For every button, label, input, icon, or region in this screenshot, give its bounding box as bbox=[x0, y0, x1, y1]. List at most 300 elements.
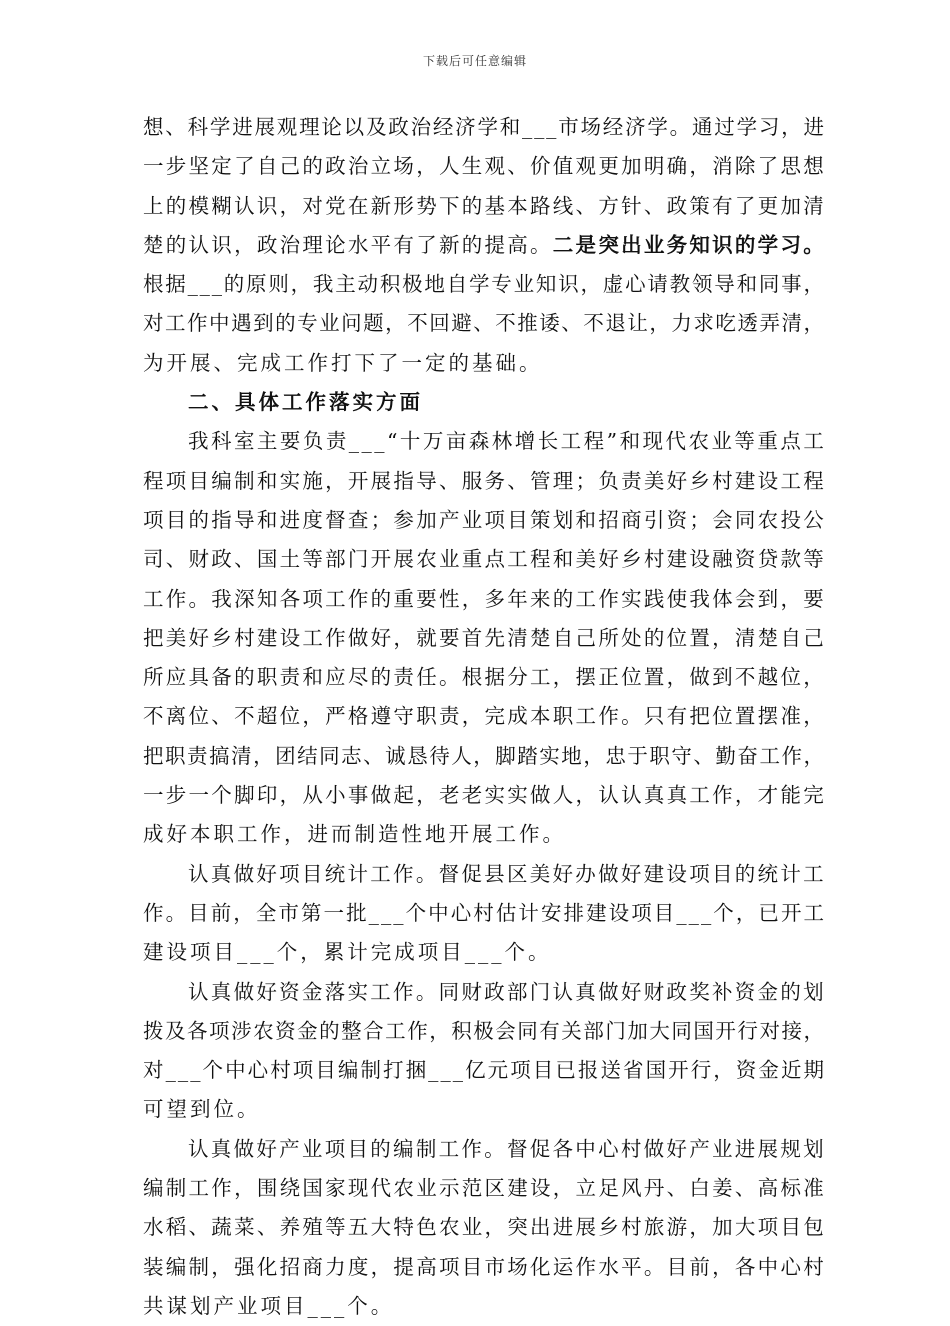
glyph: 中 bbox=[428, 900, 449, 925]
glyph: 好 bbox=[552, 861, 573, 886]
glyph: 不 bbox=[495, 311, 516, 336]
glyph: 和 bbox=[736, 272, 758, 297]
glyph: 项 bbox=[165, 468, 187, 493]
glyph: 真 bbox=[643, 783, 665, 808]
glyph: 工 bbox=[560, 429, 582, 454]
glyph: 好 bbox=[256, 861, 277, 886]
glyph: 水 bbox=[347, 232, 369, 257]
glyph: 编 bbox=[165, 1254, 187, 1279]
glyph: 济 bbox=[625, 115, 646, 139]
glyph: ， bbox=[575, 783, 597, 808]
glyph: 期 bbox=[803, 1058, 824, 1083]
glyph: 、 bbox=[363, 743, 384, 768]
glyph: 真 bbox=[210, 861, 232, 886]
glyph: ， bbox=[234, 232, 255, 257]
glyph: 业 bbox=[461, 507, 483, 532]
glyph: 等 bbox=[803, 547, 824, 572]
glyph: 职 bbox=[416, 704, 437, 729]
glyph: 点 bbox=[780, 429, 801, 454]
glyph: 习 bbox=[758, 115, 780, 139]
glyph: 业 bbox=[711, 1136, 733, 1161]
glyph: 目 bbox=[301, 861, 323, 886]
glyph: 建 bbox=[734, 468, 756, 493]
text-line bbox=[143, 894, 824, 933]
glyph: 把 bbox=[689, 704, 710, 729]
glyph: 党 bbox=[325, 193, 346, 218]
glyph: 林 bbox=[491, 429, 513, 454]
glyph: 以 bbox=[343, 115, 365, 139]
glyph: 小 bbox=[325, 783, 346, 808]
text-line bbox=[143, 1051, 824, 1090]
glyph: 开 bbox=[780, 900, 802, 925]
glyph: 则 bbox=[268, 272, 289, 297]
glyph: _ bbox=[348, 429, 360, 454]
glyph: 的 bbox=[165, 232, 187, 257]
glyph: 观 bbox=[484, 154, 505, 179]
glyph: 包 bbox=[803, 1215, 824, 1240]
glyph: 请 bbox=[647, 272, 668, 297]
glyph: 部 bbox=[325, 547, 346, 572]
glyph: 的 bbox=[461, 232, 483, 257]
glyph: 村 bbox=[803, 1254, 824, 1279]
glyph: 积 bbox=[379, 272, 401, 297]
glyph: 上 bbox=[143, 193, 164, 218]
glyph: 值 bbox=[552, 154, 574, 179]
glyph: ， bbox=[552, 665, 574, 690]
glyph: 、 bbox=[734, 1176, 756, 1201]
glyph: 立 bbox=[370, 154, 392, 179]
glyph: 实 bbox=[621, 586, 642, 611]
glyph: 目 bbox=[532, 1058, 554, 1083]
text-line bbox=[143, 580, 824, 619]
glyph: 业 bbox=[513, 272, 535, 297]
glyph: 位 bbox=[188, 704, 210, 729]
glyph: 我 bbox=[188, 429, 209, 454]
glyph: ， bbox=[713, 1058, 734, 1083]
glyph: 装 bbox=[143, 1254, 164, 1279]
glyph: 突 bbox=[507, 1215, 528, 1240]
glyph: 现 bbox=[347, 1176, 369, 1201]
glyph: 极 bbox=[473, 1018, 494, 1043]
text-line bbox=[143, 108, 824, 147]
glyph: 进 bbox=[734, 1136, 756, 1161]
glyph: 资 bbox=[734, 979, 756, 1004]
glyph: 程 bbox=[143, 468, 164, 493]
glyph: 自 bbox=[446, 272, 468, 297]
glyph: 一 bbox=[188, 783, 210, 808]
glyph: 目 bbox=[507, 507, 528, 532]
glyph: 和 bbox=[256, 507, 278, 532]
text-line bbox=[143, 1208, 824, 1247]
glyph: 目 bbox=[347, 1136, 368, 1161]
glyph: 度 bbox=[347, 1254, 369, 1279]
glyph: 结 bbox=[297, 743, 318, 768]
glyph: 指 bbox=[211, 507, 232, 532]
glyph: 自 bbox=[256, 154, 278, 179]
glyph: 。 bbox=[415, 979, 437, 1004]
text-line bbox=[143, 1090, 824, 1129]
glyph: 作 bbox=[393, 979, 414, 1004]
glyph: 清 bbox=[734, 625, 756, 650]
glyph: 业 bbox=[319, 311, 340, 336]
glyph: 业 bbox=[301, 1136, 323, 1161]
glyph: 融 bbox=[712, 547, 733, 572]
glyph: 糊 bbox=[211, 193, 232, 218]
glyph: ， bbox=[429, 1018, 450, 1043]
glyph: 推 bbox=[517, 311, 538, 336]
glyph: 动 bbox=[357, 272, 379, 297]
glyph: 金 bbox=[757, 979, 779, 1004]
glyph: 同 bbox=[671, 1018, 692, 1043]
glyph: 政 bbox=[388, 115, 409, 139]
glyph: 产 bbox=[279, 1136, 300, 1161]
glyph: 统 bbox=[324, 861, 346, 886]
glyph: 有 bbox=[666, 704, 688, 729]
glyph: 地 bbox=[561, 743, 582, 768]
glyph: 工 bbox=[385, 1018, 406, 1043]
glyph: 示 bbox=[438, 1176, 460, 1201]
glyph: 的 bbox=[275, 311, 296, 336]
glyph: 制 bbox=[188, 1254, 210, 1279]
glyph: 政 bbox=[211, 547, 232, 572]
glyph: 制 bbox=[234, 468, 255, 493]
glyph: 风 bbox=[621, 1176, 642, 1201]
glyph: 排 bbox=[563, 900, 584, 925]
glyph: 让 bbox=[627, 311, 648, 336]
glyph: 奖 bbox=[689, 979, 710, 1004]
glyph: 力 bbox=[325, 1254, 346, 1279]
glyph: 业 bbox=[416, 1176, 437, 1201]
glyph: 提 bbox=[484, 232, 505, 257]
glyph: _ bbox=[393, 900, 404, 925]
glyph: _ bbox=[190, 1058, 201, 1083]
glyph: 工 bbox=[143, 586, 164, 611]
glyph: 学 bbox=[209, 115, 231, 139]
glyph: 开 bbox=[715, 1018, 736, 1043]
glyph: 乡 bbox=[621, 547, 642, 572]
glyph: ， bbox=[211, 1254, 232, 1279]
glyph: 蔬 bbox=[211, 1215, 232, 1240]
glyph: 等 bbox=[325, 1215, 346, 1240]
glyph: 项 bbox=[438, 1254, 460, 1279]
glyph: 完 bbox=[803, 783, 824, 808]
glyph: 设 bbox=[279, 625, 301, 650]
glyph: 位 bbox=[712, 704, 733, 729]
glyph: 形 bbox=[393, 193, 414, 218]
glyph: _ bbox=[368, 900, 379, 925]
glyph: 围 bbox=[256, 1176, 278, 1201]
glyph: 置 bbox=[734, 704, 756, 729]
line-text: 为开展、完成工作打下了一定的基础。 bbox=[143, 350, 543, 375]
glyph: 工 bbox=[803, 900, 824, 925]
glyph: 工 bbox=[438, 1136, 460, 1161]
glyph: 模 bbox=[188, 193, 210, 218]
glyph: 深 bbox=[234, 586, 255, 611]
glyph: 森 bbox=[468, 429, 490, 454]
glyph: ， bbox=[385, 311, 406, 336]
line-text: 可望到位。 bbox=[143, 1097, 261, 1122]
glyph: 作 bbox=[407, 1018, 428, 1043]
glyph: 通 bbox=[691, 115, 713, 139]
glyph: 大 bbox=[734, 1215, 756, 1240]
glyph: 开 bbox=[347, 468, 369, 493]
glyph: 作 bbox=[781, 743, 802, 768]
glyph: 、 bbox=[473, 311, 494, 336]
glyph: 关 bbox=[561, 1018, 582, 1043]
glyph: 吃 bbox=[715, 311, 736, 336]
glyph: 实 bbox=[484, 783, 505, 808]
glyph: 了 bbox=[757, 154, 779, 179]
glyph: 加 bbox=[780, 193, 801, 218]
glyph: 我 bbox=[689, 586, 710, 611]
glyph: 全 bbox=[255, 900, 277, 925]
glyph: 产 bbox=[689, 1136, 710, 1161]
glyph: 己 bbox=[575, 625, 597, 650]
glyph: 做 bbox=[347, 625, 369, 650]
glyph: 策 bbox=[689, 193, 710, 218]
glyph: 主 bbox=[256, 429, 278, 454]
glyph: 职 bbox=[165, 743, 186, 768]
glyph: 农 bbox=[393, 1176, 414, 1201]
glyph: 导 bbox=[234, 507, 255, 532]
glyph: 报 bbox=[577, 1058, 599, 1083]
glyph: ， bbox=[393, 625, 414, 650]
glyph: 认 bbox=[188, 861, 209, 886]
glyph: 设 bbox=[530, 1176, 551, 1201]
glyph: 方 bbox=[598, 193, 619, 218]
glyph: 专 bbox=[491, 272, 512, 297]
glyph: 资 bbox=[279, 979, 300, 1004]
glyph: 工 bbox=[803, 861, 824, 886]
glyph: 导 bbox=[416, 468, 437, 493]
glyph: 投 bbox=[780, 507, 801, 532]
glyph: 经 bbox=[602, 115, 624, 139]
glyph: _ bbox=[452, 1058, 463, 1083]
glyph: 题 bbox=[363, 311, 384, 336]
glyph: 做 bbox=[598, 979, 619, 1004]
glyph: 中 bbox=[575, 1136, 596, 1161]
glyph: 位 bbox=[666, 625, 688, 650]
glyph: 。 bbox=[165, 900, 187, 925]
glyph: 本 bbox=[507, 193, 528, 218]
glyph: 作 bbox=[187, 311, 208, 336]
glyph: 作 bbox=[165, 586, 187, 611]
glyph: 识 bbox=[211, 232, 232, 257]
glyph: _ bbox=[428, 1058, 439, 1083]
glyph: 乡 bbox=[211, 625, 232, 650]
glyph: 知 bbox=[535, 272, 557, 297]
glyph: 前 bbox=[689, 1254, 710, 1279]
glyph: 促 bbox=[529, 1136, 551, 1161]
glyph: 、 bbox=[507, 468, 528, 493]
glyph: 个 bbox=[713, 900, 734, 925]
glyph: 招 bbox=[598, 507, 619, 532]
glyph: 各 bbox=[552, 1136, 573, 1161]
glyph: 平 bbox=[370, 232, 392, 257]
glyph: 村 bbox=[620, 1136, 642, 1161]
glyph: 已 bbox=[758, 900, 779, 925]
glyph: 人 bbox=[438, 154, 460, 179]
glyph: 负 bbox=[598, 468, 619, 493]
glyph: 。 bbox=[484, 1136, 505, 1161]
glyph: 设 bbox=[666, 861, 687, 886]
glyph: 化 bbox=[256, 1254, 278, 1279]
glyph: 设 bbox=[608, 900, 630, 925]
glyph: 避 bbox=[451, 311, 472, 336]
glyph: ， bbox=[649, 311, 670, 336]
glyph: 识 bbox=[712, 232, 733, 257]
glyph: 参 bbox=[393, 507, 414, 532]
glyph: 使 bbox=[666, 586, 688, 611]
glyph: 工 bbox=[575, 704, 597, 729]
glyph: _ bbox=[187, 272, 198, 297]
glyph: 同 bbox=[438, 979, 460, 1004]
glyph: 增 bbox=[514, 429, 536, 454]
glyph: 、 bbox=[507, 154, 528, 179]
glyph: 行 bbox=[737, 1018, 758, 1043]
glyph: 编 bbox=[143, 1176, 164, 1201]
glyph: 体 bbox=[712, 586, 733, 611]
glyph: 涉 bbox=[231, 1018, 252, 1043]
glyph: 建 bbox=[666, 547, 688, 572]
glyph: 打 bbox=[383, 1058, 404, 1083]
glyph: 财 bbox=[188, 547, 210, 572]
glyph: 的 bbox=[643, 625, 665, 650]
glyph: 极 bbox=[402, 272, 423, 297]
glyph: 展 bbox=[757, 1136, 779, 1161]
glyph: 从 bbox=[302, 783, 323, 808]
glyph: 引 bbox=[643, 507, 665, 532]
text-line bbox=[143, 383, 824, 422]
glyph: 的 bbox=[734, 232, 756, 257]
page-header: 下载后可任意编辑 bbox=[422, 54, 527, 68]
glyph: 进 bbox=[552, 1215, 574, 1240]
glyph: 作 bbox=[575, 1254, 597, 1279]
glyph: 县 bbox=[484, 861, 505, 886]
glyph: 工 bbox=[759, 743, 780, 768]
glyph: 村 bbox=[473, 900, 494, 925]
glyph: 提 bbox=[393, 1254, 414, 1279]
glyph: 行 bbox=[690, 1058, 712, 1083]
glyph: ， bbox=[803, 743, 824, 768]
glyph: 及 bbox=[365, 115, 387, 139]
glyph: 估 bbox=[495, 900, 517, 925]
glyph: 制 bbox=[360, 1058, 381, 1083]
glyph: 了 bbox=[234, 154, 255, 179]
glyph: 安 bbox=[540, 900, 562, 925]
glyph: 好 bbox=[256, 979, 277, 1004]
glyph: 菜 bbox=[234, 1215, 255, 1240]
glyph: 二 bbox=[552, 232, 574, 257]
glyph: 村 bbox=[712, 468, 733, 493]
glyph: 任 bbox=[416, 665, 437, 690]
glyph: 招 bbox=[279, 1254, 301, 1279]
glyph: 责 bbox=[393, 665, 414, 690]
text-line bbox=[143, 933, 824, 972]
glyph: 作 bbox=[325, 625, 346, 650]
glyph: 严 bbox=[325, 704, 346, 729]
glyph: 责 bbox=[438, 704, 460, 729]
glyph: 产 bbox=[438, 507, 460, 532]
glyph: 处 bbox=[621, 625, 642, 650]
glyph: 和 bbox=[302, 665, 323, 690]
glyph: 根 bbox=[143, 272, 164, 297]
glyph: _ bbox=[380, 900, 392, 925]
glyph: 势 bbox=[416, 193, 437, 218]
glyph: 长 bbox=[537, 429, 559, 454]
glyph: 要 bbox=[416, 586, 437, 611]
glyph: 资 bbox=[734, 547, 756, 572]
glyph: 作 bbox=[211, 1176, 232, 1201]
glyph: 区 bbox=[484, 1176, 505, 1201]
glyph: 资 bbox=[275, 1018, 296, 1043]
glyph: 心 bbox=[247, 1058, 269, 1083]
glyph: 楚 bbox=[757, 625, 779, 650]
glyph: 学 bbox=[757, 232, 779, 257]
glyph: 消 bbox=[712, 154, 733, 179]
glyph: 高 bbox=[416, 1254, 437, 1279]
glyph: 对 bbox=[759, 1018, 780, 1043]
glyph: 拨 bbox=[143, 1018, 164, 1043]
glyph: 项 bbox=[324, 1136, 346, 1161]
glyph: 勤 bbox=[715, 743, 736, 768]
glyph: 工 bbox=[689, 783, 710, 808]
glyph: 项 bbox=[279, 861, 300, 886]
glyph: ， bbox=[803, 272, 824, 297]
glyph: 想 bbox=[143, 115, 164, 139]
glyph: 水 bbox=[143, 1215, 164, 1240]
glyph: ， bbox=[583, 743, 604, 768]
glyph: 指 bbox=[393, 468, 414, 493]
glyph: 各 bbox=[734, 1254, 756, 1279]
glyph: _ bbox=[199, 272, 210, 297]
glyph: 做 bbox=[370, 783, 392, 808]
glyph: ； bbox=[370, 507, 392, 532]
glyph: 补 bbox=[711, 979, 733, 1004]
glyph: 职 bbox=[552, 704, 574, 729]
glyph: 农 bbox=[438, 1215, 460, 1240]
glyph: _ bbox=[676, 900, 687, 925]
glyph: 色 bbox=[416, 1215, 437, 1240]
glyph: 服 bbox=[461, 468, 483, 493]
glyph: 业 bbox=[711, 429, 732, 454]
glyph: 政 bbox=[484, 979, 505, 1004]
glyph: 的 bbox=[302, 154, 323, 179]
glyph: 步 bbox=[165, 783, 187, 808]
glyph: 。 bbox=[415, 861, 437, 886]
glyph: 负 bbox=[302, 429, 324, 454]
glyph: 要 bbox=[438, 625, 460, 650]
glyph: 家 bbox=[325, 1176, 346, 1201]
glyph: 建 bbox=[586, 900, 607, 925]
glyph: 目 bbox=[711, 861, 733, 886]
glyph: 国 bbox=[256, 547, 278, 572]
text-line bbox=[143, 304, 824, 343]
glyph: 摆 bbox=[575, 665, 597, 690]
glyph: 落 bbox=[324, 979, 346, 1004]
text-line bbox=[143, 815, 824, 854]
glyph: 足 bbox=[598, 1176, 619, 1201]
glyph: 认 bbox=[188, 232, 210, 257]
glyph: 会 bbox=[734, 586, 756, 611]
glyph: 化 bbox=[530, 1254, 551, 1279]
glyph: 脚 bbox=[234, 783, 255, 808]
glyph: 经 bbox=[432, 115, 454, 139]
glyph: 好 bbox=[620, 861, 642, 886]
glyph: 工 bbox=[803, 429, 824, 454]
text-line bbox=[143, 776, 824, 815]
glyph: 遵 bbox=[370, 704, 392, 729]
